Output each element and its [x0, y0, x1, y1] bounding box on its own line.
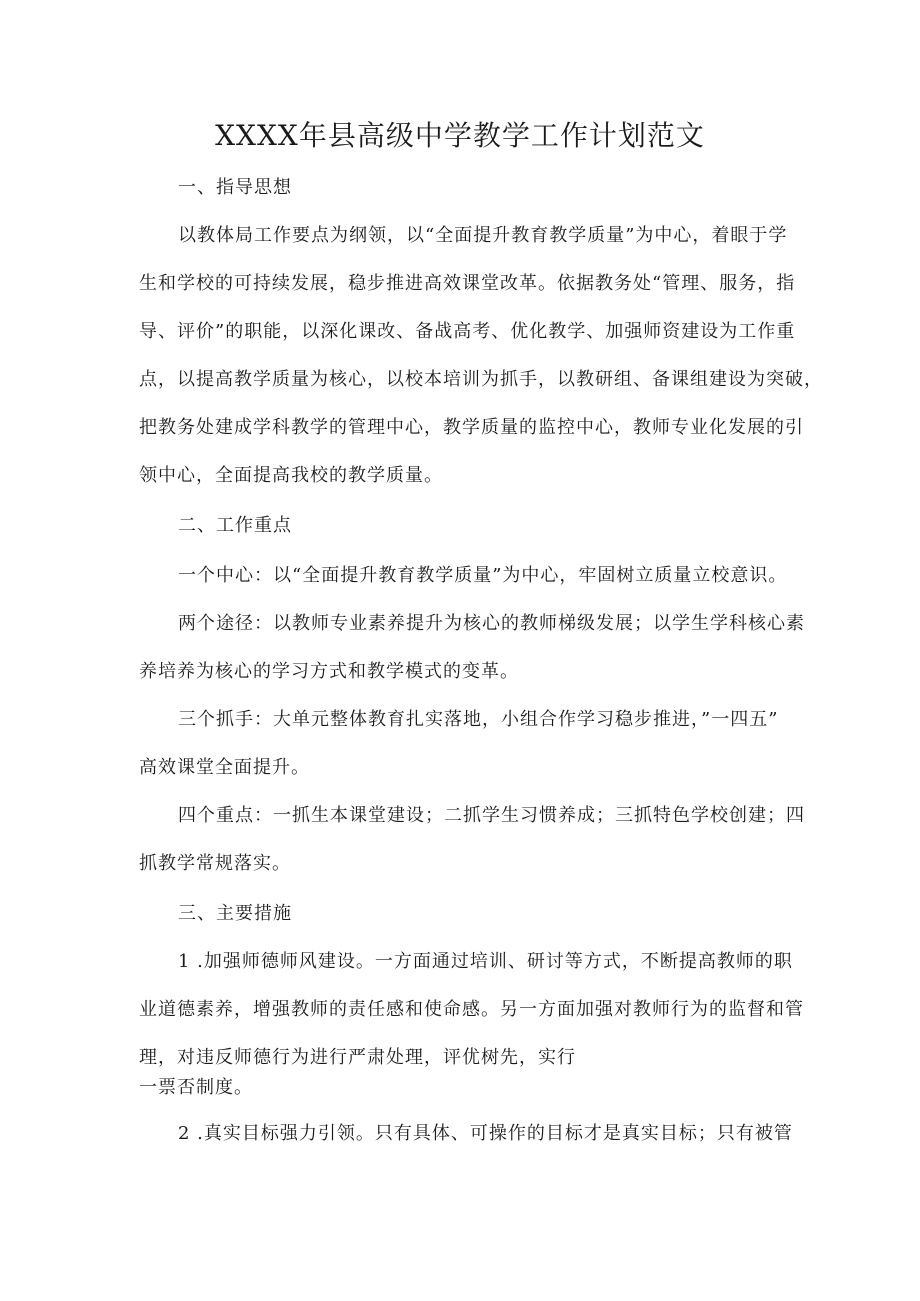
paragraph-line: 点，以提高教学质量为核心，以校本培训为抓手，以教研组、备课组建设为突破， [139, 369, 823, 390]
document-title: XXXX年县高级中学教学工作计划范文 [215, 119, 705, 152]
paragraph-line: 业道德素养，增强教师的责任感和使命感。另一方面加强对教师行为的监督和管 [139, 999, 804, 1020]
paragraph-line: 养培养为核心的学习方式和教学模式的变革。 [139, 661, 519, 682]
paragraph-line: 导、评价”的职能，以深化课改、备战高考、优化教学、加强师资建设为工作重 [139, 321, 796, 342]
paragraph-line: 理，对违反师德行为进行严肃处理，评优树先，实行 [139, 1047, 576, 1068]
paragraph-line: 一票否制度。 [139, 1077, 253, 1098]
paragraph-line: 领中心，全面提高我校的教学质量。 [139, 465, 443, 486]
paragraph-line: 两个途径：以教师专业素养提升为核心的教师梯级发展；以学生学科核心素 [178, 613, 805, 634]
paragraph-line: 高效课堂全面提升。 [139, 757, 310, 778]
paragraph-line: 把教务处建成学科教学的管理中心，教学质量的监控中心，教师专业化发展的引 [139, 417, 804, 438]
section-heading-main-measures: 三、主要措施 [178, 903, 292, 924]
paragraph-line: 1 .加强师德师风建设。一方面通过培训、研讨等方式，不断提高教师的职 [178, 951, 793, 972]
paragraph-line: 生和学校的可持续发展，稳步推进高效课堂改革。依据教务处“管理、服务，指 [139, 273, 796, 294]
section-heading-guiding-thought: 一、指导思想 [178, 177, 292, 198]
paragraph-line: 抓教学常规落实。 [139, 853, 291, 874]
paragraph-line: 2 .真实目标强力引领。只有具体、可操作的目标才是真实目标；只有被管 [178, 1123, 793, 1144]
paragraph-line: 三个抓手：大单元整体教育扎实落地，小组合作学习稳步推进，”一四五” [178, 709, 779, 730]
paragraph-line: 一个中心：以“全面提升教育教学质量”为中心，牢固树立质量立校意识。 [178, 565, 788, 586]
paragraph-line: 四个重点：一抓生本课堂建设；二抓学生习惯养成；三抓特色学校创建；四 [178, 805, 805, 826]
section-heading-work-focus: 二、工作重点 [178, 515, 292, 536]
paragraph-line: 以教体局工作要点为纲领，以“全面提升教育教学质量”为中心，着眼于学 [178, 225, 788, 246]
